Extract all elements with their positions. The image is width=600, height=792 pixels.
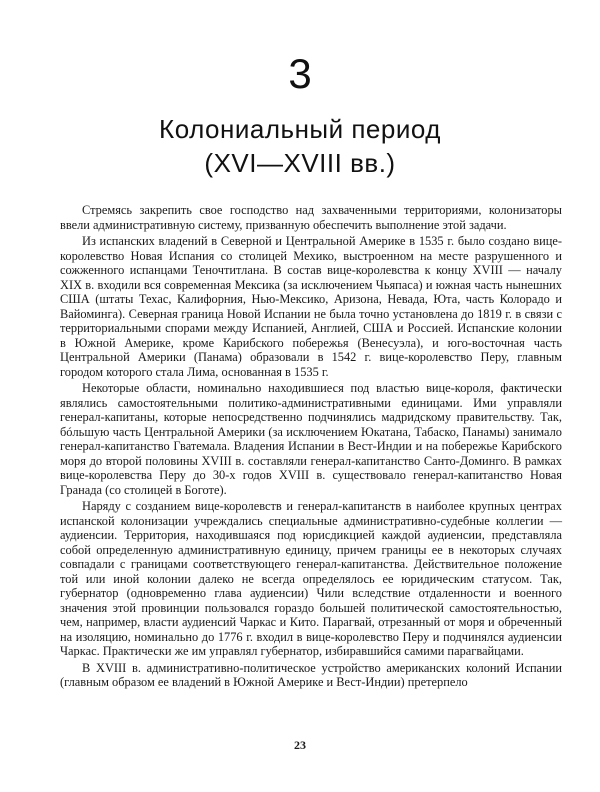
body-text	[60, 203, 562, 692]
chapter-title-line-1: Колониальный период	[159, 114, 441, 144]
paragraph-4: Наряду с созданием вице-королевств и генерал-капитанств в наиболее крупных центрах испанской колонизации учреждались специальные административно-судебные коллегии — аудиенсии. Территория, находившаяся под юрисдикцией каждой аудиенсии, представляла собой определенную административную единицу, причем границы ее в некоторых случаях совпадали с границами соответствующего генерал-капитанства. Действительное положение той или иной колонии далеко не всегда определялось ее юридическим статусом. Так, губернатор (одновременно глава аудиенсии) Чили вследствие отдаленности и военного значения этой провинции пользовался гораздо большей политической самостоятельностью, чем, например, власти аудиенсий Чаркас и Кито. Парагвай, отрезанный от моря и обреченный на изоляцию, номинально до 1776 г. входил в вице-королевство Перу и подчинялся аудиенсии Чаркас. Практически же им управлял губернатор, избиравшийся самими парагвайцами.	[60, 499, 562, 658]
page-number: 23	[294, 738, 306, 752]
paragraph-3: Некоторые области, номинально находившиеся под властью вице-короля, фактически являлись самостоятельными политико-административными единицами. Ими управляли генерал-капитаны, которые непосредственно подчинялись мадридскому правительству. Так, бóльшую часть Центральной Америки (за исключением Юкатана, Табаско, Панамы) занимало генерал-капитанство Гватемала. Владения Испании в Вест-Индии и на побережье Карибского моря до второй половины XVIII в. составляли генерал-капитанство Санто-Доминго. В рамках вице-королевства Перу до 30-х годов XVIII в. существовало генерал-капитанство Новая Гранада (со столицей в Боготе).	[60, 381, 562, 497]
chapter-title-line-2: (XVI—XVIII вв.)	[204, 148, 396, 178]
chapter-title	[0, 112, 600, 180]
paragraph-2: Из испанских владений в Северной и Центральной Америке в 1535 г. было создано вице-королевство Новая Испания со столицей Мехико, выстроенном на месте разрушенного и сожженного испанцами Теночтитлана. В состав вице-королевства к концу XVIII — началу XIX в. входили вся современная Мексика (за исключением Чьяпаса) и южная часть нынешних США (штаты Техас, Калифорния, Нью-Мексико, Аризона, Невада, Юта, часть Колорадо и Вайоминга). Северная граница Новой Испании не была точно установлена до 1819 г. в связи с территориальными спорами между Испанией, Англией, США и Россией. Испанские колонии в Южной Америке, кроме Карибского побережья (Венесуэла), и юго-восточная часть Центральной Америки (Панама) образовали в 1542 г. вице-королевство Перу, главным городом которого стала Лима, основанная в 1535 г.	[60, 234, 562, 379]
paragraph-5: В XVIII в. административно-политическое устройство американских колоний Испании (главным образом ее владений в Южной Америке и Вест-Индии) претерпело	[60, 660, 562, 689]
chapter-number: 3	[288, 50, 312, 97]
paragraph-1: Стремясь закрепить свое господство над захваченными территориями, колонизаторы ввели административную систему, призванную обеспечить выполнение этой задачи.	[60, 203, 562, 232]
